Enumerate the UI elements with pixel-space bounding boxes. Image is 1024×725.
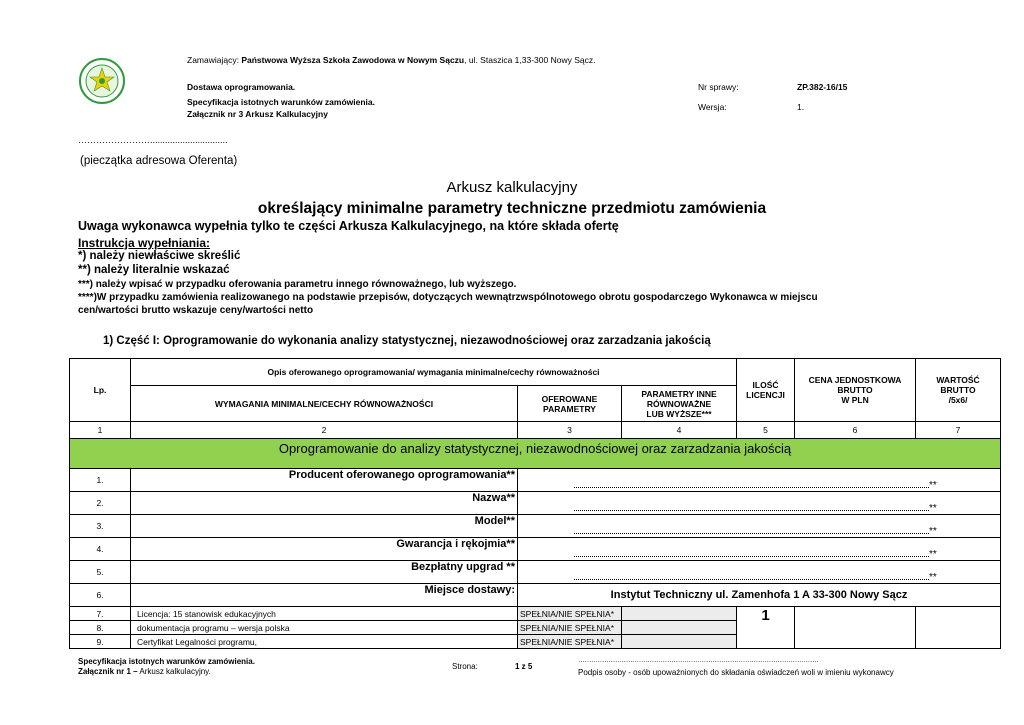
row-number: 1. <box>70 469 131 492</box>
compliance-field[interactable]: SPEŁNIA/NIE SPEŁNIA* <box>518 635 622 649</box>
row-number: 9. <box>70 635 131 649</box>
unit-price-field[interactable] <box>795 607 916 649</box>
answer-field[interactable]: ** <box>518 538 1001 561</box>
table-row <box>70 469 1001 492</box>
answer-field[interactable]: ** <box>518 515 1001 538</box>
table-row <box>70 515 1001 538</box>
row-number: 7. <box>70 607 131 621</box>
col-number: 4 <box>622 422 737 439</box>
header-unit-price: CENA JEDNOSTKOWA BRUTTO W PLN <box>795 359 916 422</box>
answer-field[interactable]: ** <box>518 561 1001 584</box>
table-row <box>70 607 1001 621</box>
answer-field[interactable]: ** <box>518 469 1001 492</box>
row-number: 2. <box>70 492 131 515</box>
compliance-field[interactable]: SPEŁNIA/NIE SPEŁNIA* <box>518 621 622 635</box>
row-number: 6. <box>70 584 131 607</box>
col-number: 1 <box>70 422 131 439</box>
instruction-4a: ****)W przypadku zamówienia realizowanego na podstawie przepisów, dotyczących wewnątrzwspólnotowego obrotu gospodarczego Wykonawca w miejscu <box>78 292 818 303</box>
spec-title: Specyfikacja istotnych warunków zamówienia. <box>187 97 376 107</box>
table-row <box>70 584 1001 607</box>
col-number: 7 <box>916 422 1001 439</box>
row-label: Bezpłatny upgrad ** <box>131 561 518 584</box>
table-row <box>70 492 1001 515</box>
page-number: 1 z 5 <box>515 662 533 671</box>
instruction-3: ***) należy wpisać w przypadku oferowania parametru innego równoważnego, lub wyższego. <box>78 279 517 290</box>
header-other-params: PARAMETRY INNE RÓWNOWAŻNE LUB WYŻSZE*** <box>622 386 737 422</box>
contracting-authority: Zamawiający: Państwowa Wyższa Szkoła Zawodowa w Nowym Sączu, ul. Staszica 1,33-300 Nowy Sącz. <box>187 55 596 65</box>
instruction-4b: cen/wartości brutto wskazuje ceny/wartości netto <box>78 305 314 316</box>
row-label: Nazwa** <box>131 492 518 515</box>
col-number: 5 <box>737 422 795 439</box>
row-number: 8. <box>70 621 131 635</box>
case-number-label: Nr sprawy: <box>698 82 739 92</box>
header-quantity: ILOŚĆ LICENCJI <box>737 359 795 422</box>
row-label: Model** <box>131 515 518 538</box>
university-seal-icon <box>79 58 125 104</box>
attachment-title: Załącznik nr 3 Arkusz Kalkulacyjny <box>187 109 328 119</box>
delivery-title: Dostawa oprogramowania. <box>187 82 296 92</box>
signature-line: ………………………………………………………………………………………………… <box>578 657 819 664</box>
version-value: 1. <box>797 102 805 112</box>
row-number: 3. <box>70 515 131 538</box>
table-row <box>70 561 1001 584</box>
stamp-dots: ……………………............................... <box>78 135 228 145</box>
notice: Uwaga wykonawca wypełnia tylko te części Arkusza Kalkulacyjnego, na które składa ofertę <box>78 219 619 233</box>
col-number: 6 <box>795 422 916 439</box>
document-title: Arkusz kalkulacyjny <box>446 179 578 196</box>
compliance-field[interactable]: SPEŁNIA/NIE SPEŁNIA* <box>518 607 622 621</box>
row-label: Gwarancja i rękojmia** <box>131 538 518 561</box>
row-label: Licencja: 15 stanowisk edukacyjnych <box>131 607 518 621</box>
header-requirements: WYMAGANIA MINIMALNE/CECHY RÓWNOWAŻNOŚCI <box>131 386 518 422</box>
footer-spec: Specyfikacja istotnych warunków zamówienia. <box>78 657 255 666</box>
other-params-field[interactable] <box>622 621 737 635</box>
row-number: 5. <box>70 561 131 584</box>
instructions-heading: Instrukcja wypełniania: <box>78 236 211 250</box>
instruction-1: *) należy niewłaściwe skreślić <box>78 250 241 262</box>
header-offered: OFEROWANE PARAMETRY <box>518 386 622 422</box>
row-number: 4. <box>70 538 131 561</box>
group-title: Oprogramowanie do analizy statystycznej, niezawodnościowej oraz zarzadzania jakością <box>70 439 1001 469</box>
table-row <box>70 538 1001 561</box>
instruction-2: **) należy literalnie wskazać <box>78 264 230 276</box>
page-label: Strona: <box>452 662 478 671</box>
gross-value-field[interactable] <box>916 607 1001 649</box>
col-number: 3 <box>518 422 622 439</box>
row-label: Certyfikat Legalności programu, <box>131 635 518 649</box>
signature-label: Podpis osoby - osób upoważnionych do składania oświadczeń woli w imieniu wykonawcy <box>578 668 894 677</box>
case-number-value: ZP.382-16/15 <box>797 82 848 92</box>
header-description: Opis oferowanego oprogramowania/ wymagania minimalne/cechy równoważności <box>131 359 737 386</box>
stamp-label: (pieczątka adresowa Oferenta) <box>80 155 238 167</box>
header-lp: Lp. <box>70 359 131 422</box>
calculation-table <box>69 358 1001 649</box>
header-gross-value: WARTOŚĆ BRUTTO /5x6/ <box>916 359 1001 422</box>
version-label: Wersja: <box>698 102 727 112</box>
section-title: 1) Część I: Oprogramowanie do wykonania analizy statystycznej, niezawodnościowej oraz zarzadzania jakością <box>103 335 711 347</box>
document-subtitle: określający minimalne parametry techniczne przedmiotu zamówienia <box>257 200 767 217</box>
answer-field[interactable]: ** <box>518 492 1001 515</box>
row-label: Producent oferowanego oprogramowania** <box>131 469 518 492</box>
license-quantity: 1 <box>737 607 795 649</box>
footer-attachment: Załącznik nr 1 – Arkusz kalkulacyjny. <box>78 667 211 676</box>
col-number: 2 <box>131 422 518 439</box>
row-label: Miejsce dostawy: <box>131 584 518 607</box>
other-params-field[interactable] <box>622 607 737 621</box>
delivery-place: Instytut Techniczny ul. Zamenhofa 1 A 33-300 Nowy Sącz <box>518 584 1001 607</box>
other-params-field[interactable] <box>622 635 737 649</box>
row-label: dokumentacja programu – wersja polska <box>131 621 518 635</box>
